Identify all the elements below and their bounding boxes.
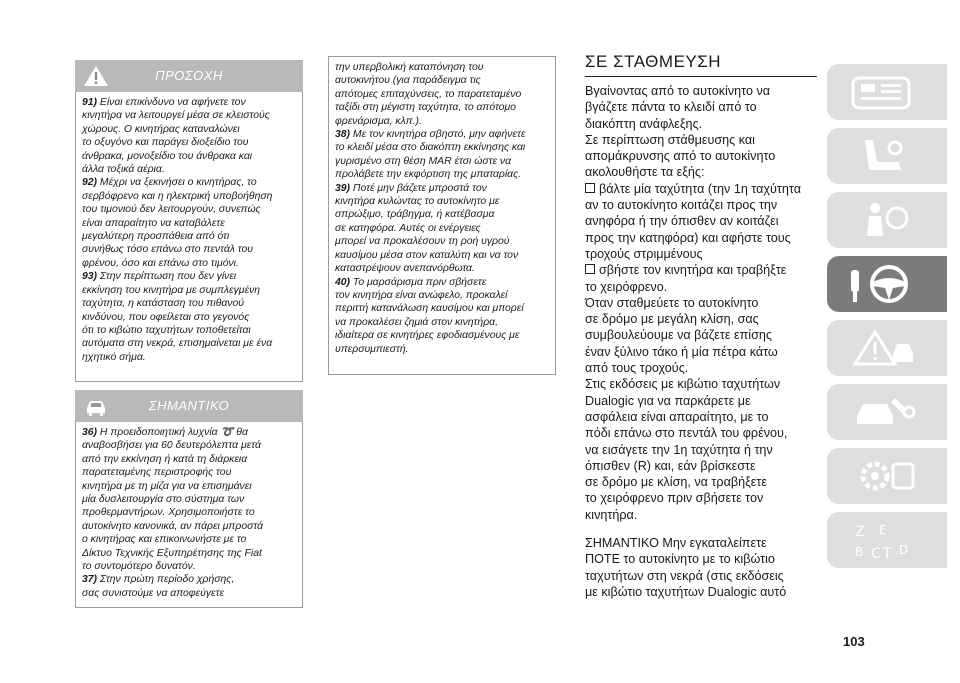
section-line [585, 213, 817, 229]
note-line-text: Το μαρσάρισμα πριν σβήσετε [352, 276, 487, 288]
note-line-text: προλάβετε την εκφόρτιση της μπαταρίας. [335, 169, 522, 181]
note-line [82, 297, 297, 310]
note-line [82, 270, 297, 283]
note-line-text: τον κινητήρα είναι ανώφελο, προκαλεί [335, 289, 508, 301]
chapter-tabs [827, 64, 947, 576]
warning-note-title: ΠΡΟΣΟΧΗ [155, 68, 223, 83]
note-line-text: καυσίμου μέσα στον καταλύτη και να τον [335, 249, 519, 261]
note-line-text: ταχύτητα, η κατάσταση του πιθανού [82, 298, 244, 310]
note-line-text: Δίκτυο Τεχνικής Εξυπηρέτησης της Fiat [82, 547, 262, 559]
svg-text:Z: Z [855, 524, 865, 540]
note-line-text: γυρισμένο στη θέση MAR έτσι ώστε να [335, 155, 512, 167]
warning-note-body [75, 92, 303, 382]
note-line-text: κινητήρα με τη μίζα για να επισημάνει [82, 480, 252, 492]
section-line [585, 535, 817, 551]
section-line [585, 551, 817, 567]
section-line [585, 99, 817, 115]
section-line [585, 568, 817, 584]
note-line-text: σε κατηφόρα. Αυτές οι ενέργειες [335, 222, 481, 234]
section-line [585, 376, 817, 392]
section-line [585, 490, 817, 506]
section-line [585, 148, 817, 164]
note-line [335, 195, 550, 208]
note-line-text: σας συνιστούμε να αποφεύγετε [82, 587, 225, 599]
section-line [585, 458, 817, 474]
note-line-text: φρενάρισμα, κλπ.). [335, 115, 422, 127]
tab-maintenance[interactable] [827, 384, 947, 440]
continued-note-body [328, 56, 556, 375]
section-line-text: ΠΟΤΕ το αυτοκίνητο με το κιβώτιο [585, 552, 775, 567]
note-line [335, 182, 550, 195]
section-line-text: κινητήρα. [585, 507, 638, 522]
section-line-text: τροχούς στριμμένους [585, 246, 703, 261]
column-left [75, 60, 303, 382]
note-line [82, 587, 297, 600]
note-line-text: το οξυγόνο και παράγει διοξείδιο του [82, 137, 249, 149]
note-line-text: κινδύνου, που οφείλεται στο γεγονός [82, 311, 250, 323]
note-line-text: χώρους. Ο κινητήρας καταναλώνει [82, 123, 240, 135]
note-item-number: 38) [335, 129, 351, 141]
note-line-text: από την εκκίνηση ή κατά τη διάρκεια [82, 453, 248, 465]
important-note-title: ΣΗΜΑΝΤΙΚΟ [148, 398, 230, 413]
note-line-text: σπρώξιμο, τράβηγμα, ή κατέβασμα [335, 209, 495, 221]
note-line [82, 203, 297, 216]
section-line-text: διακόπτη ανάφλεξης. [585, 116, 703, 131]
note-line [82, 426, 297, 439]
note-line-text: το κλειδί μέσα στο διακόπτη εκκίνησης και [335, 142, 526, 154]
note-line [82, 493, 297, 506]
dashboard-car-icon [845, 70, 925, 114]
note-line [82, 243, 297, 256]
section-line-text: απομάκρυνσης από το αυτοκίνητο [585, 149, 776, 164]
section-line-text: προς την κατηφόρα) και αφήστε τους [585, 230, 791, 245]
note-line-text: αυτοκινήτου (για παράδειγμα τις [335, 75, 481, 87]
note-line [335, 249, 550, 262]
note-line [335, 222, 550, 235]
note-line [82, 520, 297, 533]
note-line [82, 176, 297, 189]
note-line [335, 208, 550, 221]
section-line [585, 584, 817, 600]
note-line-text: προθερμαντήρων. Χρησιμοποιήστε το [82, 507, 255, 519]
section-line-text: όπισθεν (R) και, εάν βρίσκεστε [585, 458, 756, 473]
section-line-text: βγάζετε πάντα το κλειδί από το [585, 100, 757, 115]
note-line [82, 136, 297, 149]
seat-icon [845, 134, 925, 178]
column-right [585, 52, 817, 600]
note-line-text: ο κινητήρας και επικοινωνήστε με το [82, 534, 247, 546]
note-line-text: να προκαλέσει ζημιά στον κινητήρα, [335, 316, 498, 328]
alphabetical-index-icon [845, 518, 925, 562]
note-line-text: μία δυσλειτουργία στο σύστημα των [82, 494, 245, 506]
note-line [82, 466, 297, 479]
note-line [335, 168, 550, 181]
note-line [335, 289, 550, 302]
specs-gear-icon [845, 454, 925, 498]
note-line-text: καταστρέψουν ανεπανόρθωτα. [335, 263, 475, 275]
note-line [82, 190, 297, 203]
section-line [585, 393, 817, 409]
section-line [585, 246, 817, 262]
note-line-text: Στην πρώτη περίοδο χρήσης, [99, 574, 235, 586]
important-note-body [75, 422, 303, 608]
note-line [335, 61, 550, 74]
note-line-text: παρατεταμένης περιστροφής του [82, 467, 232, 479]
section-line-text: από τους τροχούς. [585, 361, 689, 376]
section-line-text: το χειρόφρενο. [585, 279, 668, 294]
note-line [82, 453, 297, 466]
note-item-number: 37) [82, 574, 98, 586]
note-line [335, 155, 550, 168]
note-line [335, 235, 550, 248]
warning-triangle-tab-icon [845, 326, 925, 370]
note-line-text: Με τον κινητήρα σβηστό, μην αφήνετε [352, 129, 526, 141]
tab-specifications[interactable] [827, 448, 947, 504]
note-line [335, 302, 550, 315]
note-line-text: κινητήρα να λειτουργεί μέσα σε κλειστούς [82, 110, 270, 122]
note-line-text: Είναι επικίνδυνο να αφήνετε τον [99, 97, 246, 108]
note-line-text: μεγαλύτερη προσπάθεια από ότι [82, 231, 230, 243]
note-line-text: Ποτέ μην βάζετε μπροστά τον [352, 182, 487, 194]
note-line-text: το συντομότερο δυνατόν. [82, 561, 196, 573]
note-line [82, 123, 297, 136]
note-line-text: Η προειδοποιητική λυχνία ➰ θα [99, 427, 248, 438]
section-line [585, 311, 817, 327]
note-line-text: του τιμονιού δεν λειτουργούν, συνεπώς [82, 204, 261, 216]
note-line [335, 343, 550, 356]
warning-note-header [75, 60, 303, 92]
section-line-text: σε δρόμο με μεγάλη κλίση, σας [585, 312, 759, 327]
svg-text:E: E [879, 523, 887, 537]
tab-dashboard[interactable] [827, 64, 947, 120]
note-line-text: ηχητικό σήμα. [82, 351, 146, 363]
section-body [585, 83, 817, 600]
section-line [585, 262, 817, 278]
note-line [82, 163, 297, 176]
note-line-text: υπερσυμπιεστή. [335, 343, 409, 355]
note-item-number: 93) [82, 271, 98, 283]
section-line [585, 230, 817, 246]
section-line [585, 197, 817, 213]
section-line [585, 132, 817, 148]
tab-starting-driving[interactable] [827, 256, 947, 312]
note-line [335, 329, 550, 342]
note-line-text: είναι απαραίτητο να καταβάλετε [82, 217, 225, 229]
section-line-text: σε δρόμο με κλίση, να τραβήξετε [585, 475, 767, 490]
important-note [75, 390, 303, 608]
section-line [585, 279, 817, 295]
airbag-person-icon [845, 198, 925, 242]
page-number: 103 [843, 634, 865, 649]
section-line-text: συμβουλεύουμε να βάζετε επίσης [585, 328, 772, 343]
note-line [82, 96, 297, 109]
section-line [585, 344, 817, 360]
section-line-text: Όταν σταθμεύετε το αυτοκίνητο [585, 295, 759, 310]
note-line-text: Στην περίπτωση που δεν γίνει [99, 271, 237, 283]
note-line [82, 439, 297, 452]
note-item-number: 92) [82, 177, 98, 189]
note-line [335, 74, 550, 87]
note-line-text: κινητήρα κυλώντας το αυτοκίνητο με [335, 196, 500, 208]
note-line [82, 351, 297, 364]
note-line-text: συνήθως τόσο επάνω στο πεντάλ του [82, 244, 253, 256]
important-note-header [75, 390, 303, 422]
section-line-text: σβήστε τον κινητήρα και τραβήξτε [599, 263, 787, 278]
note-line [335, 262, 550, 275]
section-line [585, 425, 817, 441]
section-line [585, 164, 817, 180]
note-line [82, 337, 297, 350]
note-line [335, 141, 550, 154]
note-line-text: ότι το κιβώτιο ταχυτήτων τοποθετείται [82, 324, 251, 336]
section-line [585, 474, 817, 490]
note-item-number: 91) [82, 97, 98, 108]
tab-index[interactable] [827, 512, 947, 568]
section-line [585, 181, 817, 197]
section-line-text: πόδι επάνω στο πεντάλ του φρένου, [585, 426, 788, 441]
section-line-text: ταχυτήτων στη νεκρά (στις εκδόσεις [585, 568, 784, 583]
section-line-text: αν το αυτοκίνητο κοιτάζει προς την [585, 198, 778, 213]
note-item-number: 39) [335, 182, 351, 194]
svg-text:C: C [871, 546, 881, 562]
section-line-text: έναν ξύλινο τάκο ή μία πέτρα κάτω [585, 344, 778, 359]
note-line-text: την υπερβολική καταπόνηση του [335, 62, 484, 73]
note-line [82, 230, 297, 243]
note-item-number: 36) [82, 427, 98, 438]
note-line [82, 324, 297, 337]
note-line-text: Μέχρι να ξεκινήσει ο κινητήρας, το [99, 177, 257, 189]
note-line [82, 547, 297, 560]
svg-text:T: T [883, 546, 892, 562]
note-line-text: περιττή κατανάλωση καυσίμου και μπορεί [335, 303, 524, 315]
note-line-text: ιδιαίτερα σε κινητήρες εφοδιασμένους με [335, 330, 520, 342]
note-line [82, 560, 297, 573]
section-line-text: Dualogic για να παρκάρετε με [585, 393, 751, 408]
section-line [585, 116, 817, 132]
car-wrench-icon [845, 390, 925, 434]
note-line [82, 506, 297, 519]
note-line [82, 257, 297, 270]
section-line-text: το χειρόφρενο πριν σβήσετε τον [585, 491, 764, 506]
square-bullet-icon [585, 183, 595, 193]
note-item-number: 40) [335, 276, 351, 288]
note-line [82, 311, 297, 324]
section-line-text: ακολουθήστε τα εξής: [585, 165, 705, 180]
note-line [82, 533, 297, 546]
section-title: ΣΕ ΣΤΑΘΜΕΥΣΗ [585, 52, 817, 77]
section-line-text: Στις εκδόσεις με κιβώτιο ταχυτήτων [585, 377, 781, 392]
note-line-text: αυτοκίνητο κανονικά, αν πάρει μπροστά [82, 520, 264, 532]
note-line [82, 217, 297, 230]
note-line [82, 480, 297, 493]
note-line-text: αναβοσβήσει για 60 δευτερόλεπτα μετά [82, 440, 261, 452]
section-line-text: ΣΗΜΑΝΤΙΚΟ Μην εγκαταλείπετε [585, 536, 767, 551]
section-line [585, 327, 817, 343]
square-bullet-icon [585, 264, 595, 274]
section-line-text: Σε περίπτωση στάθμευσης και [585, 132, 755, 147]
tab-safety[interactable] [827, 192, 947, 248]
warning-note [75, 60, 303, 382]
section-line [585, 507, 817, 523]
svg-text:D: D [899, 543, 909, 557]
section-line-text: ανηφόρα ή την όπισθεν αν κοιτάζει [585, 214, 779, 229]
note-line [82, 573, 297, 586]
note-line-text: άνθρακα, μονοξείδιο του άνθρακα και [82, 150, 253, 162]
section-line-text: να εισάγετε την 1η ταχύτητα ή την [585, 442, 773, 457]
section-line [585, 409, 817, 425]
tab-warnings[interactable] [827, 320, 947, 376]
note-line-text: εκκίνηση του κινητήρα με συμπλεγμένη [82, 284, 261, 296]
note-line [82, 150, 297, 163]
column-middle [328, 56, 556, 375]
section-line-text: ασφάλεια είναι απαραίτητο, με το [585, 409, 769, 424]
steering-wheel-key-icon [845, 262, 925, 306]
note-line [335, 101, 550, 114]
note-line [82, 109, 297, 122]
note-line [82, 284, 297, 297]
note-line [335, 88, 550, 101]
note-line [335, 316, 550, 329]
section-line-text: με κιβώτιο ταχυτήτων Dualogic αυτό [585, 584, 787, 599]
section-line [585, 442, 817, 458]
note-line-text: φρένου, όσο και επάνω στο τιμόνι. [82, 257, 239, 269]
section-line [585, 360, 817, 376]
note-line-text: άλλα τοξικά αέρια. [82, 164, 165, 176]
note-line [335, 128, 550, 141]
svg-text:B: B [855, 545, 864, 559]
section-line-text: Βγαίνοντας από το αυτοκίνητο να [585, 84, 771, 98]
note-line-text: απότομες επιταχύνσεις, το παρατεταμένο [335, 88, 522, 100]
note-line-text: σερβόφρενο και η ηλεκτρική υποβοήθηση [82, 190, 273, 202]
note-line-text: ταξίδι στη μέγιστη ταχύτητα, το απότομο [335, 102, 516, 114]
note-line-text: μπορεί να προκαλέσουν τη ροή υγρού [335, 236, 510, 248]
section-line [585, 295, 817, 311]
section-line-text: βάλτε μία ταχύτητα (την 1η ταχύτητα [599, 181, 801, 196]
tab-seats[interactable] [827, 128, 947, 184]
note-line-text: αυτόματα στη νεκρά, επισημαίνεται με ένα [82, 338, 273, 350]
section-line [585, 523, 817, 535]
section-line [585, 83, 817, 99]
note-line [335, 115, 550, 128]
note-line [335, 276, 550, 289]
